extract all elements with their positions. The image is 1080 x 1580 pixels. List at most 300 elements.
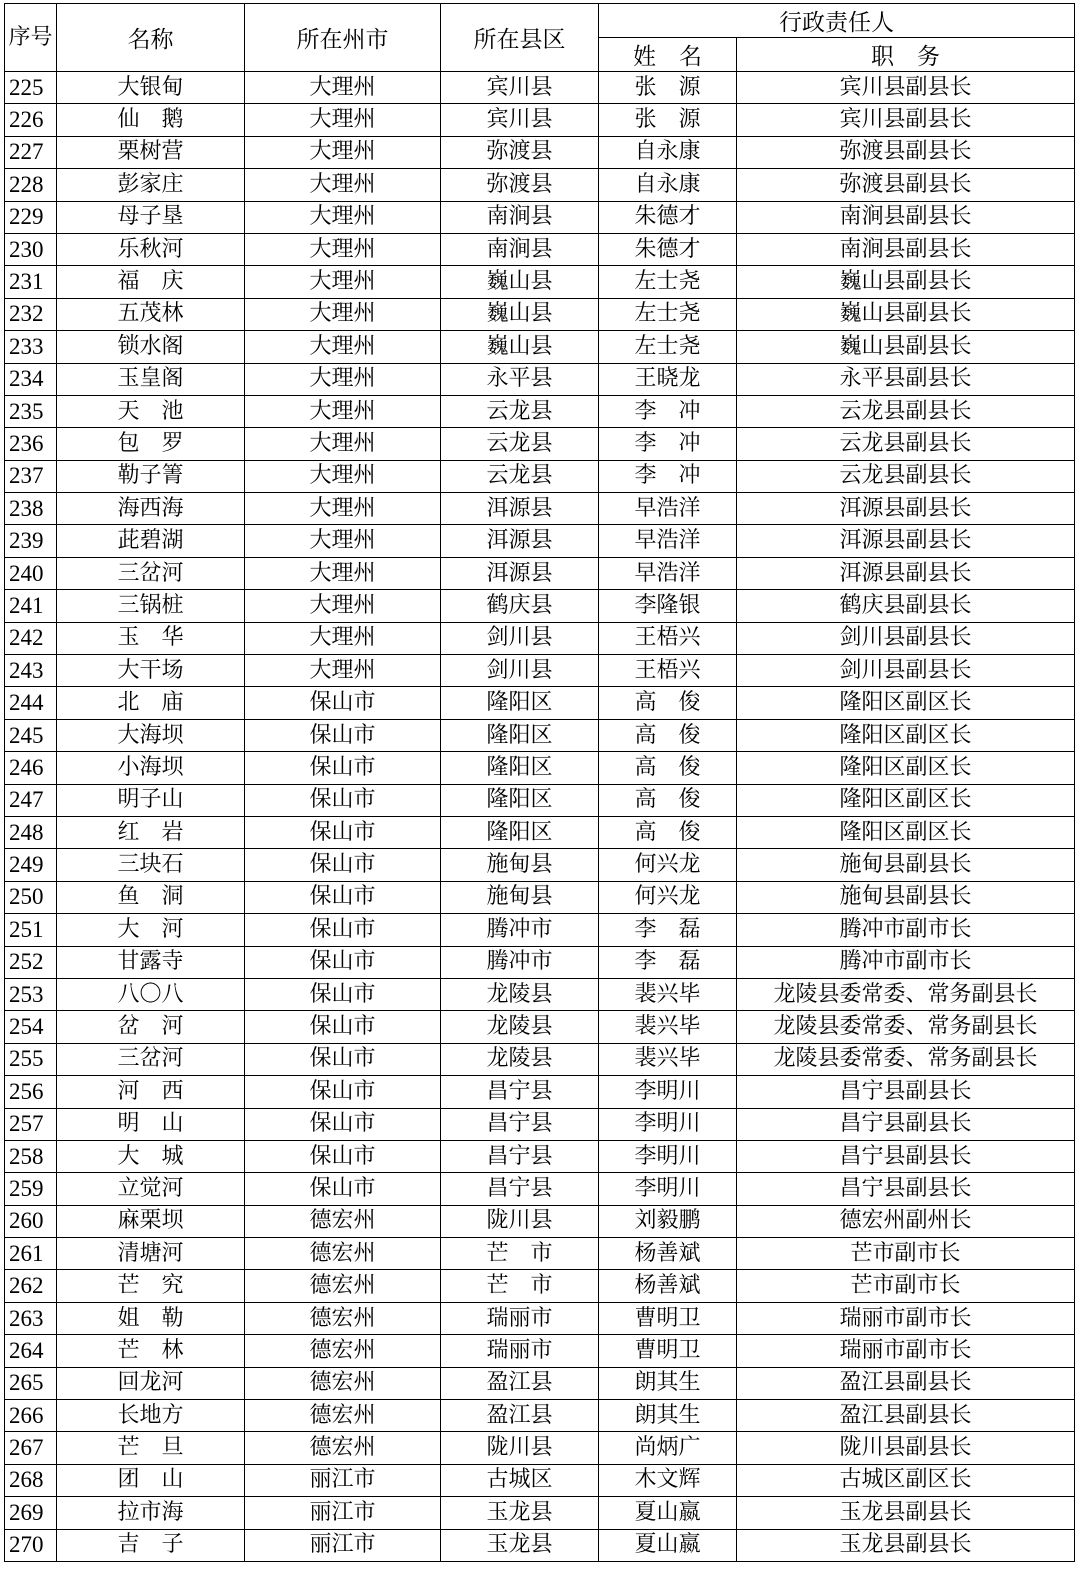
row-name-cell: 母子垦 (57, 201, 245, 233)
row-seq-cell: 252 (5, 946, 57, 978)
row-county-cell: 巍山县 (441, 298, 599, 330)
row-city-cell: 大理州 (245, 557, 441, 589)
row-duty-cell: 剑川县副县长 (737, 655, 1075, 687)
row-seq-cell: 266 (5, 1400, 57, 1432)
row-person-cell: 早浩洋 (599, 525, 737, 557)
row-city-cell: 保山市 (245, 914, 441, 946)
row-person-cell: 曹明卫 (599, 1302, 737, 1334)
row-name-cell: 立觉河 (57, 1173, 245, 1205)
row-duty-cell: 巍山县副县长 (737, 266, 1075, 298)
row-person-cell: 李 磊 (599, 946, 737, 978)
row-county-cell: 瑞丽市 (441, 1335, 599, 1367)
row-county-cell: 隆阳区 (441, 816, 599, 848)
row-seq-cell: 244 (5, 687, 57, 719)
row-name-cell: 回龙河 (57, 1367, 245, 1399)
row-name-cell: 小海坝 (57, 752, 245, 784)
row-name-cell: 玉 华 (57, 622, 245, 654)
row-seq-cell: 254 (5, 1011, 57, 1043)
row-person-cell: 夏山嬴 (599, 1529, 737, 1561)
table-row (5, 816, 1075, 848)
row-person-cell: 王晓龙 (599, 363, 737, 395)
row-duty-cell: 昌宁县副县长 (737, 1140, 1075, 1172)
row-seq-cell: 225 (5, 72, 57, 104)
row-seq-cell: 230 (5, 233, 57, 265)
row-duty-cell: 隆阳区副区长 (737, 687, 1075, 719)
header-responsible-group: 行政责任人 (599, 4, 1075, 38)
row-city-cell: 保山市 (245, 1076, 441, 1108)
row-seq-cell: 269 (5, 1497, 57, 1529)
row-person-cell: 左士尧 (599, 331, 737, 363)
row-name-cell: 乐秋河 (57, 233, 245, 265)
header-city: 所在州市 (245, 4, 441, 72)
row-seq-cell: 267 (5, 1432, 57, 1464)
row-seq-cell: 237 (5, 460, 57, 492)
row-name-cell: 天 池 (57, 395, 245, 427)
row-county-cell: 隆阳区 (441, 752, 599, 784)
row-county-cell: 盈江县 (441, 1367, 599, 1399)
row-county-cell: 洱源县 (441, 525, 599, 557)
row-name-cell: 明 山 (57, 1108, 245, 1140)
row-city-cell: 德宏州 (245, 1335, 441, 1367)
row-name-cell: 明子山 (57, 784, 245, 816)
row-county-cell: 腾冲市 (441, 946, 599, 978)
row-seq-cell: 261 (5, 1238, 57, 1270)
row-county-cell: 洱源县 (441, 493, 599, 525)
row-county-cell: 昌宁县 (441, 1173, 599, 1205)
row-seq-cell: 262 (5, 1270, 57, 1302)
row-county-cell: 龙陵县 (441, 978, 599, 1010)
table-row (5, 687, 1075, 719)
row-seq-cell: 249 (5, 849, 57, 881)
row-person-cell: 左士尧 (599, 298, 737, 330)
row-person-cell: 朗其生 (599, 1367, 737, 1399)
row-name-cell: 勒子箐 (57, 460, 245, 492)
row-city-cell: 大理州 (245, 298, 441, 330)
row-person-cell: 朱德才 (599, 201, 737, 233)
table-row (5, 298, 1075, 330)
row-person-cell: 李 冲 (599, 460, 737, 492)
row-city-cell: 德宏州 (245, 1205, 441, 1237)
row-name-cell: 长地方 (57, 1400, 245, 1432)
row-name-cell: 玉皇阁 (57, 363, 245, 395)
row-seq-cell: 253 (5, 978, 57, 1010)
row-person-cell: 李 冲 (599, 395, 737, 427)
row-county-cell: 弥渡县 (441, 136, 599, 168)
row-duty-cell: 宾川县副县长 (737, 104, 1075, 136)
row-county-cell: 玉龙县 (441, 1529, 599, 1561)
row-duty-cell: 南涧县副县长 (737, 233, 1075, 265)
table-row (5, 1497, 1075, 1529)
row-person-cell: 王梧兴 (599, 622, 737, 654)
row-duty-cell: 云龙县副县长 (737, 395, 1075, 427)
row-duty-cell: 隆阳区副区长 (737, 719, 1075, 751)
row-duty-cell: 施甸县副县长 (737, 881, 1075, 913)
row-duty-cell: 宾川县副县长 (737, 72, 1075, 104)
table-row (5, 169, 1075, 201)
row-city-cell: 大理州 (245, 655, 441, 687)
row-name-cell: 包 罗 (57, 428, 245, 460)
row-duty-cell: 巍山县副县长 (737, 298, 1075, 330)
row-city-cell: 大理州 (245, 460, 441, 492)
table-row (5, 331, 1075, 363)
table-row (5, 136, 1075, 168)
row-city-cell: 德宏州 (245, 1302, 441, 1334)
row-city-cell: 大理州 (245, 525, 441, 557)
row-duty-cell: 云龙县副县长 (737, 428, 1075, 460)
row-county-cell: 洱源县 (441, 557, 599, 589)
row-duty-cell: 瑞丽市副市长 (737, 1302, 1075, 1334)
row-county-cell: 昌宁县 (441, 1140, 599, 1172)
row-city-cell: 大理州 (245, 331, 441, 363)
row-seq-cell: 248 (5, 816, 57, 848)
row-duty-cell: 巍山县副县长 (737, 331, 1075, 363)
row-duty-cell: 盈江县副县长 (737, 1400, 1075, 1432)
row-duty-cell: 洱源县副县长 (737, 557, 1075, 589)
row-seq-cell: 227 (5, 136, 57, 168)
row-person-cell: 杨善斌 (599, 1238, 737, 1270)
row-duty-cell: 隆阳区副区长 (737, 816, 1075, 848)
row-city-cell: 保山市 (245, 978, 441, 1010)
row-person-cell: 李 冲 (599, 428, 737, 460)
row-person-cell: 左士尧 (599, 266, 737, 298)
row-person-cell: 李 磊 (599, 914, 737, 946)
row-county-cell: 芒 市 (441, 1238, 599, 1270)
row-duty-cell: 古城区副区长 (737, 1464, 1075, 1496)
row-person-cell: 李明川 (599, 1173, 737, 1205)
row-name-cell: 海西海 (57, 493, 245, 525)
table-row (5, 1464, 1075, 1496)
row-county-cell: 云龙县 (441, 428, 599, 460)
row-seq-cell: 250 (5, 881, 57, 913)
row-county-cell: 云龙县 (441, 460, 599, 492)
table-row (5, 622, 1075, 654)
row-name-cell: 三块石 (57, 849, 245, 881)
table-row (5, 72, 1075, 104)
row-seq-cell: 239 (5, 525, 57, 557)
row-city-cell: 保山市 (245, 946, 441, 978)
row-person-cell: 高 俊 (599, 687, 737, 719)
row-county-cell: 玉龙县 (441, 1497, 599, 1529)
table-row (5, 493, 1075, 525)
row-seq-cell: 265 (5, 1367, 57, 1399)
row-seq-cell: 236 (5, 428, 57, 460)
row-city-cell: 丽江市 (245, 1497, 441, 1529)
row-city-cell: 大理州 (245, 72, 441, 104)
row-person-cell: 高 俊 (599, 719, 737, 751)
row-duty-cell: 腾冲市副市长 (737, 946, 1075, 978)
row-seq-cell: 242 (5, 622, 57, 654)
row-duty-cell: 南涧县副县长 (737, 201, 1075, 233)
row-city-cell: 德宏州 (245, 1367, 441, 1399)
row-duty-cell: 洱源县副县长 (737, 493, 1075, 525)
row-name-cell: 拉市海 (57, 1497, 245, 1529)
row-duty-cell: 昌宁县副县长 (737, 1076, 1075, 1108)
row-duty-cell: 昌宁县副县长 (737, 1173, 1075, 1205)
row-seq-cell: 243 (5, 655, 57, 687)
row-person-cell: 张 源 (599, 104, 737, 136)
row-name-cell: 五茂林 (57, 298, 245, 330)
row-city-cell: 保山市 (245, 881, 441, 913)
row-city-cell: 丽江市 (245, 1464, 441, 1496)
row-duty-cell: 洱源县副县长 (737, 525, 1075, 557)
row-name-cell: 八〇八 (57, 978, 245, 1010)
row-county-cell: 陇川县 (441, 1432, 599, 1464)
row-city-cell: 保山市 (245, 784, 441, 816)
row-name-cell: 大干场 (57, 655, 245, 687)
row-seq-cell: 229 (5, 201, 57, 233)
row-seq-cell: 234 (5, 363, 57, 395)
row-name-cell: 大 河 (57, 914, 245, 946)
row-duty-cell: 玉龙县副县长 (737, 1529, 1075, 1561)
row-person-cell: 高 俊 (599, 816, 737, 848)
row-seq-cell: 264 (5, 1335, 57, 1367)
row-name-cell: 鱼 洞 (57, 881, 245, 913)
row-duty-cell: 隆阳区副区长 (737, 784, 1075, 816)
row-duty-cell: 芒市副市长 (737, 1270, 1075, 1302)
reservoir-responsibility-table (4, 3, 1075, 1562)
table-row (5, 266, 1075, 298)
row-city-cell: 大理州 (245, 590, 441, 622)
table-row (5, 881, 1075, 913)
row-city-cell: 大理州 (245, 201, 441, 233)
row-name-cell: 大银甸 (57, 72, 245, 104)
row-person-cell: 裴兴毕 (599, 978, 737, 1010)
header-person-name: 姓 名 (599, 38, 737, 72)
row-name-cell: 甘露寺 (57, 946, 245, 978)
table-row (5, 946, 1075, 978)
header-name: 名称 (57, 4, 245, 72)
row-county-cell: 昌宁县 (441, 1076, 599, 1108)
table-row (5, 849, 1075, 881)
row-seq-cell: 226 (5, 104, 57, 136)
row-duty-cell: 瑞丽市副市长 (737, 1335, 1075, 1367)
row-duty-cell: 永平县副县长 (737, 363, 1075, 395)
table-row (5, 1529, 1075, 1561)
row-county-cell: 龙陵县 (441, 1011, 599, 1043)
row-duty-cell: 德宏州副州长 (737, 1205, 1075, 1237)
row-seq-cell: 233 (5, 331, 57, 363)
row-name-cell: 芒 旦 (57, 1432, 245, 1464)
row-name-cell: 三锅桩 (57, 590, 245, 622)
row-duty-cell: 龙陵县委常委、常务副县长 (737, 978, 1075, 1010)
table-row (5, 1400, 1075, 1432)
row-name-cell: 麻栗坝 (57, 1205, 245, 1237)
table-row (5, 1140, 1075, 1172)
table-row (5, 557, 1075, 589)
row-person-cell: 夏山嬴 (599, 1497, 737, 1529)
row-duty-cell: 龙陵县委常委、常务副县长 (737, 1043, 1075, 1075)
row-person-cell: 曹明卫 (599, 1335, 737, 1367)
row-city-cell: 丽江市 (245, 1529, 441, 1561)
row-name-cell: 红 岩 (57, 816, 245, 848)
row-county-cell: 巍山县 (441, 331, 599, 363)
row-seq-cell: 270 (5, 1529, 57, 1561)
table-row (5, 104, 1075, 136)
row-duty-cell: 鹤庆县副县长 (737, 590, 1075, 622)
row-city-cell: 保山市 (245, 1043, 441, 1075)
table-row (5, 1238, 1075, 1270)
row-person-cell: 刘毅鹏 (599, 1205, 737, 1237)
row-city-cell: 大理州 (245, 622, 441, 654)
row-county-cell: 剑川县 (441, 622, 599, 654)
row-seq-cell: 232 (5, 298, 57, 330)
row-person-cell: 李明川 (599, 1108, 737, 1140)
table-row (5, 395, 1075, 427)
row-name-cell: 河 西 (57, 1076, 245, 1108)
row-seq-cell: 246 (5, 752, 57, 784)
row-person-cell: 高 俊 (599, 752, 737, 784)
row-seq-cell: 228 (5, 169, 57, 201)
row-county-cell: 隆阳区 (441, 687, 599, 719)
row-city-cell: 保山市 (245, 816, 441, 848)
row-name-cell: 彭家庄 (57, 169, 245, 201)
row-city-cell: 大理州 (245, 363, 441, 395)
table-row (5, 460, 1075, 492)
row-duty-cell: 隆阳区副区长 (737, 752, 1075, 784)
row-county-cell: 鹤庆县 (441, 590, 599, 622)
row-county-cell: 永平县 (441, 363, 599, 395)
table-row (5, 1043, 1075, 1075)
row-county-cell: 南涧县 (441, 201, 599, 233)
table-row (5, 719, 1075, 751)
table-row (5, 655, 1075, 687)
row-seq-cell: 251 (5, 914, 57, 946)
row-person-cell: 何兴龙 (599, 881, 737, 913)
row-county-cell: 芒 市 (441, 1270, 599, 1302)
row-name-cell: 三岔河 (57, 557, 245, 589)
row-name-cell: 吉 子 (57, 1529, 245, 1561)
row-city-cell: 大理州 (245, 169, 441, 201)
row-name-cell: 清塘河 (57, 1238, 245, 1270)
row-county-cell: 宾川县 (441, 72, 599, 104)
row-seq-cell: 231 (5, 266, 57, 298)
header-seq: 序号 (5, 4, 57, 72)
row-city-cell: 保山市 (245, 752, 441, 784)
row-person-cell: 李明川 (599, 1140, 737, 1172)
row-city-cell: 大理州 (245, 266, 441, 298)
row-duty-cell: 龙陵县委常委、常务副县长 (737, 1011, 1075, 1043)
row-person-cell: 自永康 (599, 169, 737, 201)
row-city-cell: 德宏州 (245, 1432, 441, 1464)
row-duty-cell: 陇川县副县长 (737, 1432, 1075, 1464)
row-city-cell: 大理州 (245, 493, 441, 525)
row-seq-cell: 238 (5, 493, 57, 525)
row-city-cell: 保山市 (245, 1173, 441, 1205)
row-person-cell: 李隆银 (599, 590, 737, 622)
row-person-cell: 木文辉 (599, 1464, 737, 1496)
row-county-cell: 施甸县 (441, 881, 599, 913)
row-seq-cell: 256 (5, 1076, 57, 1108)
row-duty-cell: 弥渡县副县长 (737, 169, 1075, 201)
row-seq-cell: 263 (5, 1302, 57, 1334)
row-name-cell: 三岔河 (57, 1043, 245, 1075)
row-county-cell: 盈江县 (441, 1400, 599, 1432)
row-person-cell: 李明川 (599, 1076, 737, 1108)
row-duty-cell: 云龙县副县长 (737, 460, 1075, 492)
table-row (5, 978, 1075, 1010)
row-person-cell: 何兴龙 (599, 849, 737, 881)
table-row (5, 1173, 1075, 1205)
row-person-cell: 尚炳广 (599, 1432, 737, 1464)
row-seq-cell: 259 (5, 1173, 57, 1205)
row-person-cell: 早浩洋 (599, 493, 737, 525)
header-duty: 职 务 (737, 38, 1075, 72)
row-city-cell: 大理州 (245, 104, 441, 136)
row-duty-cell: 盈江县副县长 (737, 1367, 1075, 1399)
row-county-cell: 陇川县 (441, 1205, 599, 1237)
row-county-cell: 龙陵县 (441, 1043, 599, 1075)
row-duty-cell: 腾冲市副市长 (737, 914, 1075, 946)
row-seq-cell: 257 (5, 1108, 57, 1140)
row-seq-cell: 268 (5, 1464, 57, 1496)
table-row (5, 1367, 1075, 1399)
header-county: 所在县区 (441, 4, 599, 72)
row-city-cell: 大理州 (245, 136, 441, 168)
row-county-cell: 弥渡县 (441, 169, 599, 201)
table-row (5, 428, 1075, 460)
table-row (5, 363, 1075, 395)
row-county-cell: 古城区 (441, 1464, 599, 1496)
row-county-cell: 隆阳区 (441, 784, 599, 816)
row-county-cell: 瑞丽市 (441, 1302, 599, 1334)
row-duty-cell: 剑川县副县长 (737, 622, 1075, 654)
row-city-cell: 保山市 (245, 1108, 441, 1140)
row-seq-cell: 255 (5, 1043, 57, 1075)
row-county-cell: 施甸县 (441, 849, 599, 881)
row-name-cell: 锁水阁 (57, 331, 245, 363)
row-city-cell: 大理州 (245, 395, 441, 427)
row-city-cell: 大理州 (245, 233, 441, 265)
row-person-cell: 高 俊 (599, 784, 737, 816)
row-county-cell: 隆阳区 (441, 719, 599, 751)
row-county-cell: 剑川县 (441, 655, 599, 687)
row-city-cell: 保山市 (245, 1140, 441, 1172)
table-row (5, 1108, 1075, 1140)
row-name-cell: 团 山 (57, 1464, 245, 1496)
table-row (5, 1432, 1075, 1464)
row-county-cell: 宾川县 (441, 104, 599, 136)
row-duty-cell: 施甸县副县长 (737, 849, 1075, 881)
row-name-cell: 福 庆 (57, 266, 245, 298)
row-name-cell: 芒 究 (57, 1270, 245, 1302)
row-seq-cell: 245 (5, 719, 57, 751)
row-name-cell: 茈碧湖 (57, 525, 245, 557)
row-county-cell: 腾冲市 (441, 914, 599, 946)
row-person-cell: 早浩洋 (599, 557, 737, 589)
table-row (5, 590, 1075, 622)
row-name-cell: 仙 鹅 (57, 104, 245, 136)
row-city-cell: 保山市 (245, 719, 441, 751)
row-duty-cell: 弥渡县副县长 (737, 136, 1075, 168)
table-row (5, 1335, 1075, 1367)
row-name-cell: 北 庙 (57, 687, 245, 719)
row-name-cell: 岔 河 (57, 1011, 245, 1043)
table-body (5, 72, 1075, 1562)
row-seq-cell: 235 (5, 395, 57, 427)
table-row (5, 1076, 1075, 1108)
row-person-cell: 朗其生 (599, 1400, 737, 1432)
row-county-cell: 昌宁县 (441, 1108, 599, 1140)
table-row (5, 1270, 1075, 1302)
table-row (5, 784, 1075, 816)
row-name-cell: 姐 勒 (57, 1302, 245, 1334)
table-row (5, 525, 1075, 557)
row-city-cell: 大理州 (245, 428, 441, 460)
table-row (5, 1011, 1075, 1043)
row-seq-cell: 247 (5, 784, 57, 816)
table-header (5, 4, 1075, 72)
row-city-cell: 保山市 (245, 849, 441, 881)
